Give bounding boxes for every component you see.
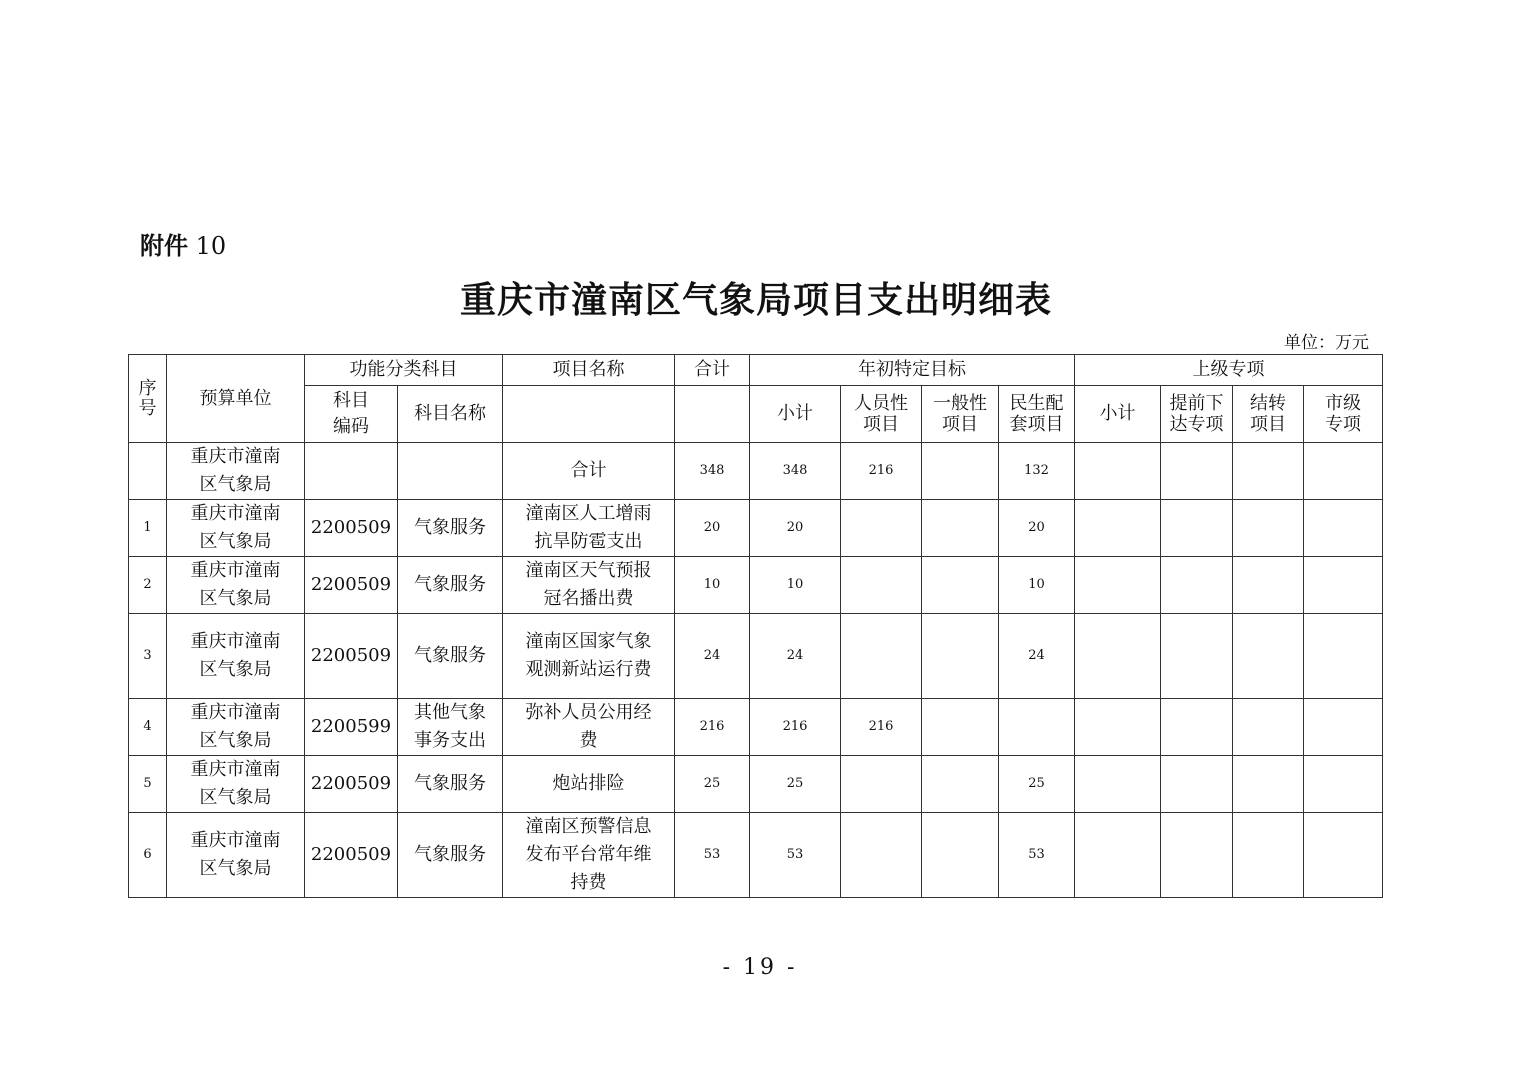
unit-label: 单位：万元 — [1284, 333, 1369, 353]
cell-city — [1304, 699, 1383, 756]
cell-seq: 1 — [129, 500, 167, 557]
attachment-number: 10 — [195, 232, 227, 260]
cell-code: 2200599 — [305, 699, 398, 756]
cell-seq: 2 — [129, 557, 167, 614]
cell-subtotal: 24 — [750, 614, 841, 699]
cell-unit: 重庆市潼南区气象局 — [167, 756, 305, 813]
cell-total: 20 — [675, 500, 750, 557]
cell-carryover — [1233, 813, 1304, 898]
cell-advance — [1161, 443, 1233, 500]
cell-subtotal: 216 — [750, 699, 841, 756]
header-func-class: 功能分类科目 — [305, 355, 503, 386]
cell-city — [1304, 756, 1383, 813]
cell-personnel: 216 — [841, 699, 922, 756]
cell-advance — [1161, 557, 1233, 614]
cell-subject: 气象服务 — [398, 557, 503, 614]
header-upper-special: 上级专项 — [1075, 355, 1383, 386]
attachment-word: 附件 — [140, 232, 188, 260]
cell-project: 潼南区人工增雨抗旱防雹支出 — [503, 500, 675, 557]
header-project-name-blank — [503, 386, 675, 443]
table-row — [129, 614, 1383, 699]
cell-total: 25 — [675, 756, 750, 813]
header-personnel: 人员性项目 — [841, 386, 922, 443]
cell-subject: 气象服务 — [398, 500, 503, 557]
cell-subject: 其他气象事务支出 — [398, 699, 503, 756]
cell-city — [1304, 500, 1383, 557]
cell-seq: 5 — [129, 756, 167, 813]
cell-personnel — [841, 813, 922, 898]
cell-upper-subtotal — [1075, 813, 1161, 898]
header-subject-name: 科目名称 — [398, 386, 503, 443]
cell-unit: 重庆市潼南区气象局 — [167, 614, 305, 699]
cell-project: 潼南区国家气象观测新站运行费 — [503, 614, 675, 699]
header-livelihood: 民生配套项目 — [999, 386, 1075, 443]
header-row-1 — [129, 355, 1383, 386]
cell-code — [305, 443, 398, 500]
cell-livelihood: 25 — [999, 756, 1075, 813]
header-advance: 提前下达专项 — [1161, 386, 1233, 443]
header-annual-target: 年初特定目标 — [750, 355, 1075, 386]
cell-livelihood: 53 — [999, 813, 1075, 898]
cell-personnel: 216 — [841, 443, 922, 500]
cell-personnel — [841, 756, 922, 813]
cell-subject — [398, 443, 503, 500]
table-row — [129, 756, 1383, 813]
cell-seq: 6 — [129, 813, 167, 898]
cell-general — [922, 443, 999, 500]
cell-subject: 气象服务 — [398, 756, 503, 813]
header-unit-name: 预算单位 — [167, 355, 305, 443]
cell-livelihood: 24 — [999, 614, 1075, 699]
cell-upper-subtotal — [1075, 614, 1161, 699]
table-row — [129, 557, 1383, 614]
cell-general — [922, 699, 999, 756]
cell-general — [922, 813, 999, 898]
cell-carryover — [1233, 614, 1304, 699]
cell-project: 合计 — [503, 443, 675, 500]
cell-subtotal: 25 — [750, 756, 841, 813]
cell-advance — [1161, 614, 1233, 699]
header-total: 合计 — [675, 355, 750, 386]
cell-code: 2200509 — [305, 614, 398, 699]
table-row — [129, 699, 1383, 756]
cell-total: 348 — [675, 443, 750, 500]
cell-code: 2200509 — [305, 557, 398, 614]
cell-general — [922, 614, 999, 699]
cell-subtotal: 53 — [750, 813, 841, 898]
cell-city — [1304, 813, 1383, 898]
cell-unit: 重庆市潼南区气象局 — [167, 699, 305, 756]
cell-carryover — [1233, 557, 1304, 614]
cell-subject: 气象服务 — [398, 813, 503, 898]
cell-seq: 3 — [129, 614, 167, 699]
cell-total: 216 — [675, 699, 750, 756]
cell-total: 24 — [675, 614, 750, 699]
cell-unit: 重庆市潼南区气象局 — [167, 443, 305, 500]
cell-unit: 重庆市潼南区气象局 — [167, 813, 305, 898]
cell-livelihood: 20 — [999, 500, 1075, 557]
cell-unit: 重庆市潼南区气象局 — [167, 500, 305, 557]
page-number: - 19 - — [722, 955, 798, 980]
cell-total: 10 — [675, 557, 750, 614]
header-row-2 — [129, 386, 1383, 443]
cell-personnel — [841, 500, 922, 557]
cell-carryover — [1233, 756, 1304, 813]
cell-livelihood — [999, 699, 1075, 756]
cell-code: 2200509 — [305, 756, 398, 813]
header-project-name: 项目名称 — [503, 355, 675, 386]
cell-code: 2200509 — [305, 813, 398, 898]
header-carryover: 结转项目 — [1233, 386, 1304, 443]
header-upper-subtotal: 小计 — [1075, 386, 1161, 443]
attachment-label — [140, 226, 226, 261]
page-title: 重庆市潼南区气象局项目支出明细表 — [459, 279, 1052, 321]
cell-upper-subtotal — [1075, 699, 1161, 756]
table-row — [129, 500, 1383, 557]
cell-upper-subtotal — [1075, 756, 1161, 813]
cell-seq — [129, 443, 167, 500]
cell-advance — [1161, 699, 1233, 756]
cell-advance — [1161, 500, 1233, 557]
cell-personnel — [841, 614, 922, 699]
cell-general — [922, 500, 999, 557]
cell-advance — [1161, 756, 1233, 813]
cell-project: 潼南区天气预报冠名播出费 — [503, 557, 675, 614]
cell-subtotal: 20 — [750, 500, 841, 557]
cell-unit: 重庆市潼南区气象局 — [167, 557, 305, 614]
cell-city — [1304, 557, 1383, 614]
cell-seq: 4 — [129, 699, 167, 756]
cell-general — [922, 756, 999, 813]
header-city-special: 市级专项 — [1304, 386, 1383, 443]
header-seq: 序号 — [129, 355, 167, 443]
header-general: 一般性项目 — [922, 386, 999, 443]
project-expenditure-table — [128, 354, 1383, 898]
cell-subtotal: 10 — [750, 557, 841, 614]
cell-upper-subtotal — [1075, 557, 1161, 614]
cell-upper-subtotal — [1075, 443, 1161, 500]
cell-livelihood: 132 — [999, 443, 1075, 500]
cell-subtotal: 348 — [750, 443, 841, 500]
cell-code: 2200509 — [305, 500, 398, 557]
cell-subject: 气象服务 — [398, 614, 503, 699]
cell-general — [922, 557, 999, 614]
cell-upper-subtotal — [1075, 500, 1161, 557]
cell-advance — [1161, 813, 1233, 898]
cell-total: 53 — [675, 813, 750, 898]
cell-city — [1304, 443, 1383, 500]
cell-carryover — [1233, 500, 1304, 557]
header-total-blank — [675, 386, 750, 443]
cell-city — [1304, 614, 1383, 699]
table-row — [129, 813, 1383, 898]
header-subject-code: 科目编码 — [305, 386, 398, 443]
cell-project: 潼南区预警信息发布平台常年维持费 — [503, 813, 675, 898]
cell-carryover — [1233, 699, 1304, 756]
cell-livelihood: 10 — [999, 557, 1075, 614]
cell-project: 弥补人员公用经费 — [503, 699, 675, 756]
table-row-total — [129, 443, 1383, 500]
cell-carryover — [1233, 443, 1304, 500]
cell-personnel — [841, 557, 922, 614]
header-annual-subtotal: 小计 — [750, 386, 841, 443]
cell-project: 炮站排险 — [503, 756, 675, 813]
